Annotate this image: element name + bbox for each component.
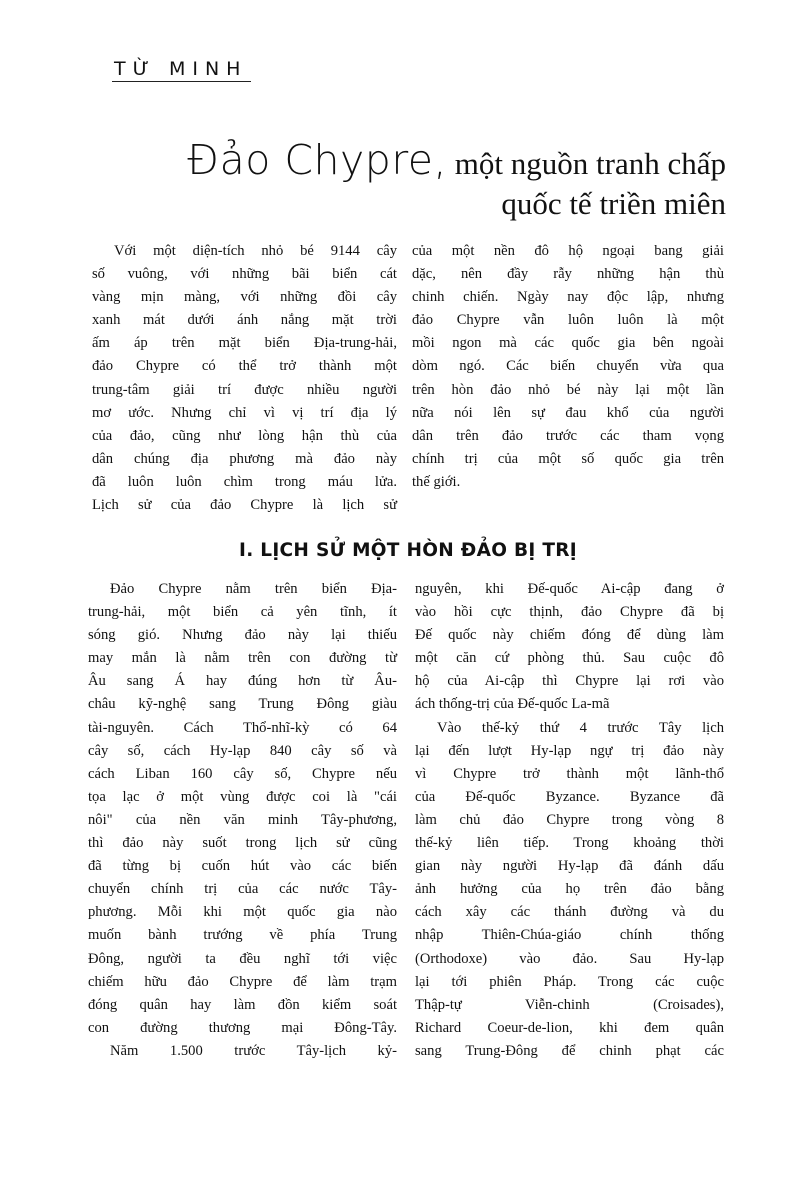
intro-line: trên hòn đảo nhỏ bé này lại một lần [412,381,724,398]
body-line: trung-hải, một biển cả yên tĩnh, ít [88,604,397,621]
intro-line: chinh chiến. Ngày nay độc lập, nhưng [412,289,724,306]
body-line: cách Liban 160 cây số, Chypre nếu [88,765,397,782]
intro-line: Lịch sử của đảo Chypre là lịch sử [92,497,397,514]
body-line: Đế quốc này chiếm đóng để dùng làm [415,627,724,644]
article-title-line1 [187,136,726,184]
intro-line: đảo Chypre vẫn luôn luôn là một [412,312,724,329]
body-column-right [415,578,724,1063]
body-line: tọa lạc ở một vùng được coi là "cái [88,788,397,805]
body-line: một căn cứ phòng thủ. Sau cuộc đô [415,650,724,667]
intro-line: dân trên đảo trước các tham vọng [412,427,724,444]
intro-line: đã luôn luôn chìm trong máu lửa. [92,473,397,490]
body-line: đã từng bị cuốn hút vào các biến [88,858,397,875]
intro-line: vàng mịn màng, với những đồi cây [92,289,397,306]
author-name: TỪ MINH [112,58,251,82]
body-line: làm chủ đảo Chypre trong vòng 8 [415,811,724,828]
body-line: Đông, người ta đều nghĩ tới việc [88,950,397,967]
body-line: đóng quân hay làm đồn kiểm soát [88,996,397,1013]
intro-line: Với một diện-tích nhỏ bé 9144 cây [114,243,397,259]
body-line: gian này người Hy-lạp đã đánh dấu [415,858,724,875]
body-line: vào hồi cực thịnh, đảo Chypre đã bị [415,604,724,621]
body-line: phương. Mỗi khi một quốc gia nào [88,904,397,921]
intro-line: trung-tâm giải trí được nhiều người [92,381,397,398]
body-line: Vào thế-kỷ thứ 4 trước Tây lịch [437,719,724,736]
body-line: lại tới phiên Pháp. Trong các cuộc [415,973,724,990]
body-line: Năm 1.500 trước Tây-lịch kỷ- [110,1042,397,1059]
body-line: chiếm hữu đảo Chypre để làm trạm [88,973,397,990]
body-line: nguyên, khi Đế-quốc Ai-cập đang ở [415,581,724,597]
intro-line: số vuông, với những bãi biển cát [92,266,397,283]
intro-line: chính trị của một số quốc gia trên [412,450,724,467]
body-line: con đường thương mại Đông-Tây. [88,1019,397,1036]
body-line: (Orthodoxe) vào đảo. Sau Hy-lạp [415,950,724,967]
title-subject: một nguồn tranh chấp [447,146,726,181]
intro-line: dân chúng địa phương mà đảo này [92,450,397,467]
body-line: vì Chypre trở thành một lãnh-thổ [415,765,724,782]
body-line: cây số, cách Hy-lạp 840 cây số và [88,742,397,759]
body-line: Đảo Chypre nằm trên biển Địa- [110,581,397,597]
intro-line: nữa nói lên sự đau khổ của người [412,404,724,421]
body-line: may mắn là nằm trên con đường từ [88,650,397,667]
intro-line: thế giới. [412,473,461,490]
body-line: thì đảo này suốt trong lịch sử cũng [88,835,397,852]
body-line: ảnh hưởng của họ trên đảo bằng [415,881,724,898]
body-line: Richard Coeur-de-lion, khi đem quân [415,1019,724,1036]
body-line: chuyển chính trị của các nước Tây- [88,881,397,898]
body-line: nhập Thiên-Chúa-giáo chính thống [415,927,724,944]
intro-line: đảo Chypre có thể trở thành một [92,358,397,375]
title-place-name: Đảo Chypre, [187,136,448,184]
body-line: ách thống-trị của Đế-quốc La-mã [415,696,610,713]
body-line: tài-nguyên. Cách Thổ-nhĩ-kỳ có 64 [88,719,397,736]
body-line: hộ của Ai-cập thì Chypre lại rơi vào [415,673,724,690]
intro-column-left [92,240,397,517]
intro-line: mồi ngon mà các quốc gia bên ngoài [412,335,724,352]
body-line: cách xây các thánh đường và du [415,904,724,921]
intro-line: xanh mát dưới ánh nắng mặt trời [92,312,397,329]
intro-line: mơ ước. Nhưng chỉ vì vị trí địa lý [92,404,397,421]
intro-line: dòm ngó. Các biến chuyển vừa qua [412,358,724,375]
body-line: sóng gió. Nhưng đảo này lại thiếu [88,627,397,644]
body-line: sang Trung-Đông để chinh phạt các [415,1042,724,1059]
article-title-line2: quốc tế triền miên [501,186,726,221]
intro-line: của một nền đô hộ ngoại bang giải [412,243,724,259]
body-line: muốn bành trướng về phía Trung [88,927,397,944]
body-line: nôi" của nền văn minh Tây-phương, [88,811,397,828]
intro-column-right [412,240,724,494]
body-line: lại đến lượt Hy-lạp ngự trị đảo này [415,742,724,759]
intro-line: dặc, nên đầy rẫy những hận thù [412,266,724,283]
body-line: thế-kỷ liên tiếp. Trong khoảng thời [415,835,724,852]
body-line: của Đế-quốc Byzance. Byzance đã [415,788,724,805]
intro-line: của đảo, cũng như lòng hận thù của [92,427,397,444]
body-column-left [88,578,397,1063]
intro-line: ấm áp trên mặt biển Địa-trung-hải, [92,335,397,352]
section-heading: I. LỊCH SỬ MỘT HÒN ĐẢO BỊ TRỊ [239,540,577,561]
body-line: Thập-tự Viễn-chinh (Croisades), [415,996,724,1013]
body-line: Âu sang Á hay đúng hơn từ Âu- [88,673,397,690]
body-line: châu kỹ-nghệ sang Trung Đông giàu [88,696,397,713]
